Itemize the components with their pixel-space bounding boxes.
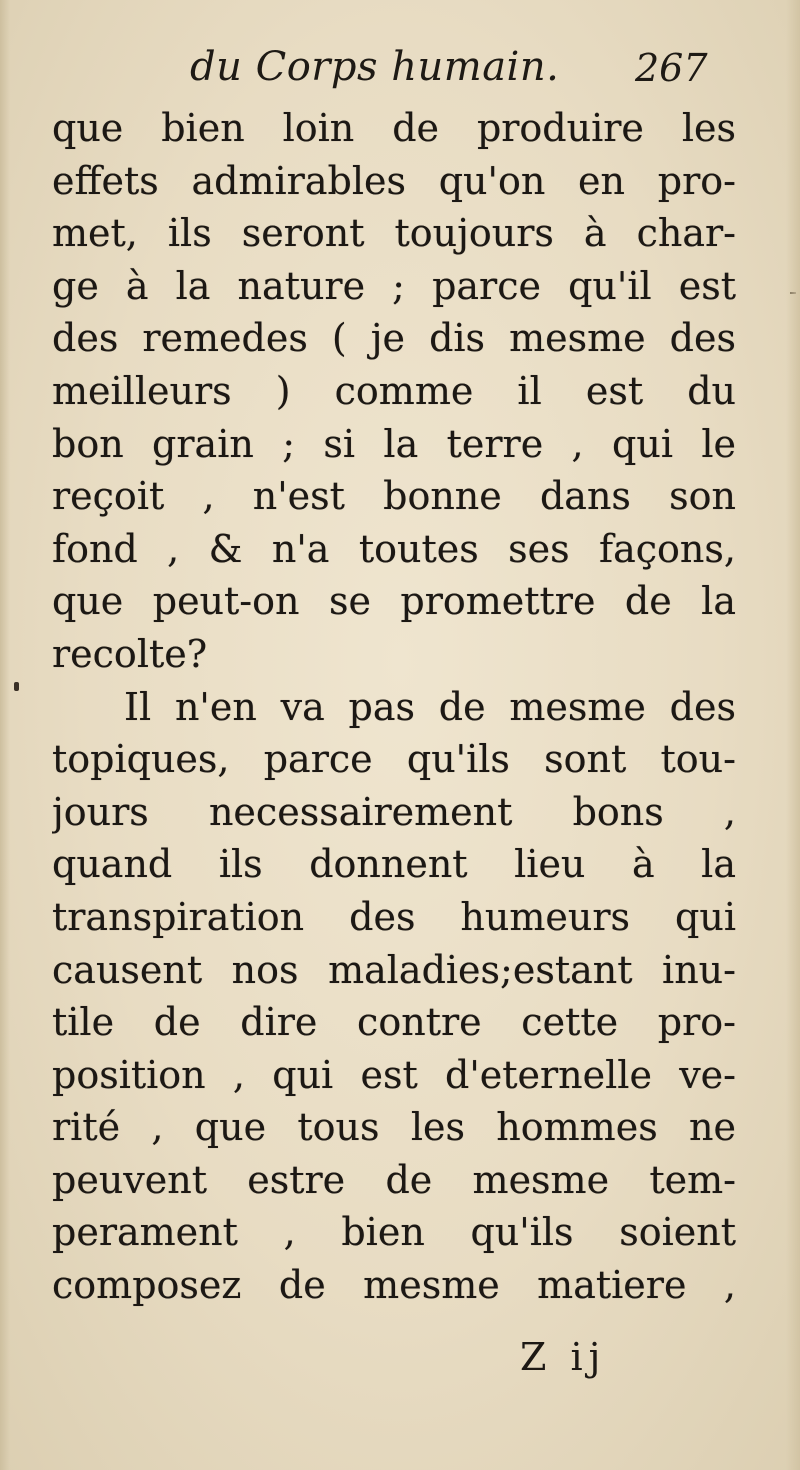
text-line: effets admirables qu'on en pro-: [52, 158, 736, 203]
text-line: fond , & n'a toutes ses façons,: [52, 526, 736, 571]
text-line: que peut-on se promettre de la: [52, 579, 736, 624]
text-line: topiques, parce qu'ils sont tou-: [52, 737, 736, 782]
text-line: des remedes ( je dis mesme des: [52, 316, 736, 361]
margin-mark: [790, 292, 796, 294]
text-line: peuvent estre de mesme tem-: [52, 1157, 736, 1202]
text-line: reçoit , n'est bonne dans son: [52, 474, 736, 519]
text-line: composez de mesme matiere ,: [52, 1263, 736, 1308]
margin-ink-spot: [14, 682, 19, 691]
text-line: quand ils donnent lieu à la: [52, 842, 736, 887]
page-number: 267: [635, 46, 708, 90]
text-line: met, ils seront toujours à char-: [52, 211, 736, 256]
running-title: du Corps humain.: [190, 44, 560, 90]
text-line: recolte?: [52, 631, 208, 676]
running-head: [0, 44, 800, 104]
text-line: causent nos maladies;estant inu-: [52, 947, 736, 992]
body-text: [52, 102, 736, 1312]
text-line: jours necessairement bons ,: [52, 789, 736, 834]
text-line: bon grain ; si la terre , qui le: [52, 421, 736, 466]
text-line: position , qui est d'eternelle ve-: [52, 1052, 736, 1097]
text-line: tile de dire contre cette pro-: [52, 1000, 736, 1045]
text-line: perament , bien qu'ils soient: [52, 1210, 736, 1255]
text-line: ge à la nature ; parce qu'il est: [52, 263, 736, 308]
text-line: meilleurs ) comme il est du: [52, 368, 736, 413]
signature-mark: Z ij: [520, 1335, 607, 1379]
text-line: que bien loin de produire les: [52, 106, 736, 150]
text-line: transpiration des humeurs qui: [52, 894, 736, 939]
paragraph-first-line: Il n'en va pas de mesme des: [124, 684, 736, 729]
text-line: rité , que tous les hommes ne: [52, 1105, 736, 1150]
